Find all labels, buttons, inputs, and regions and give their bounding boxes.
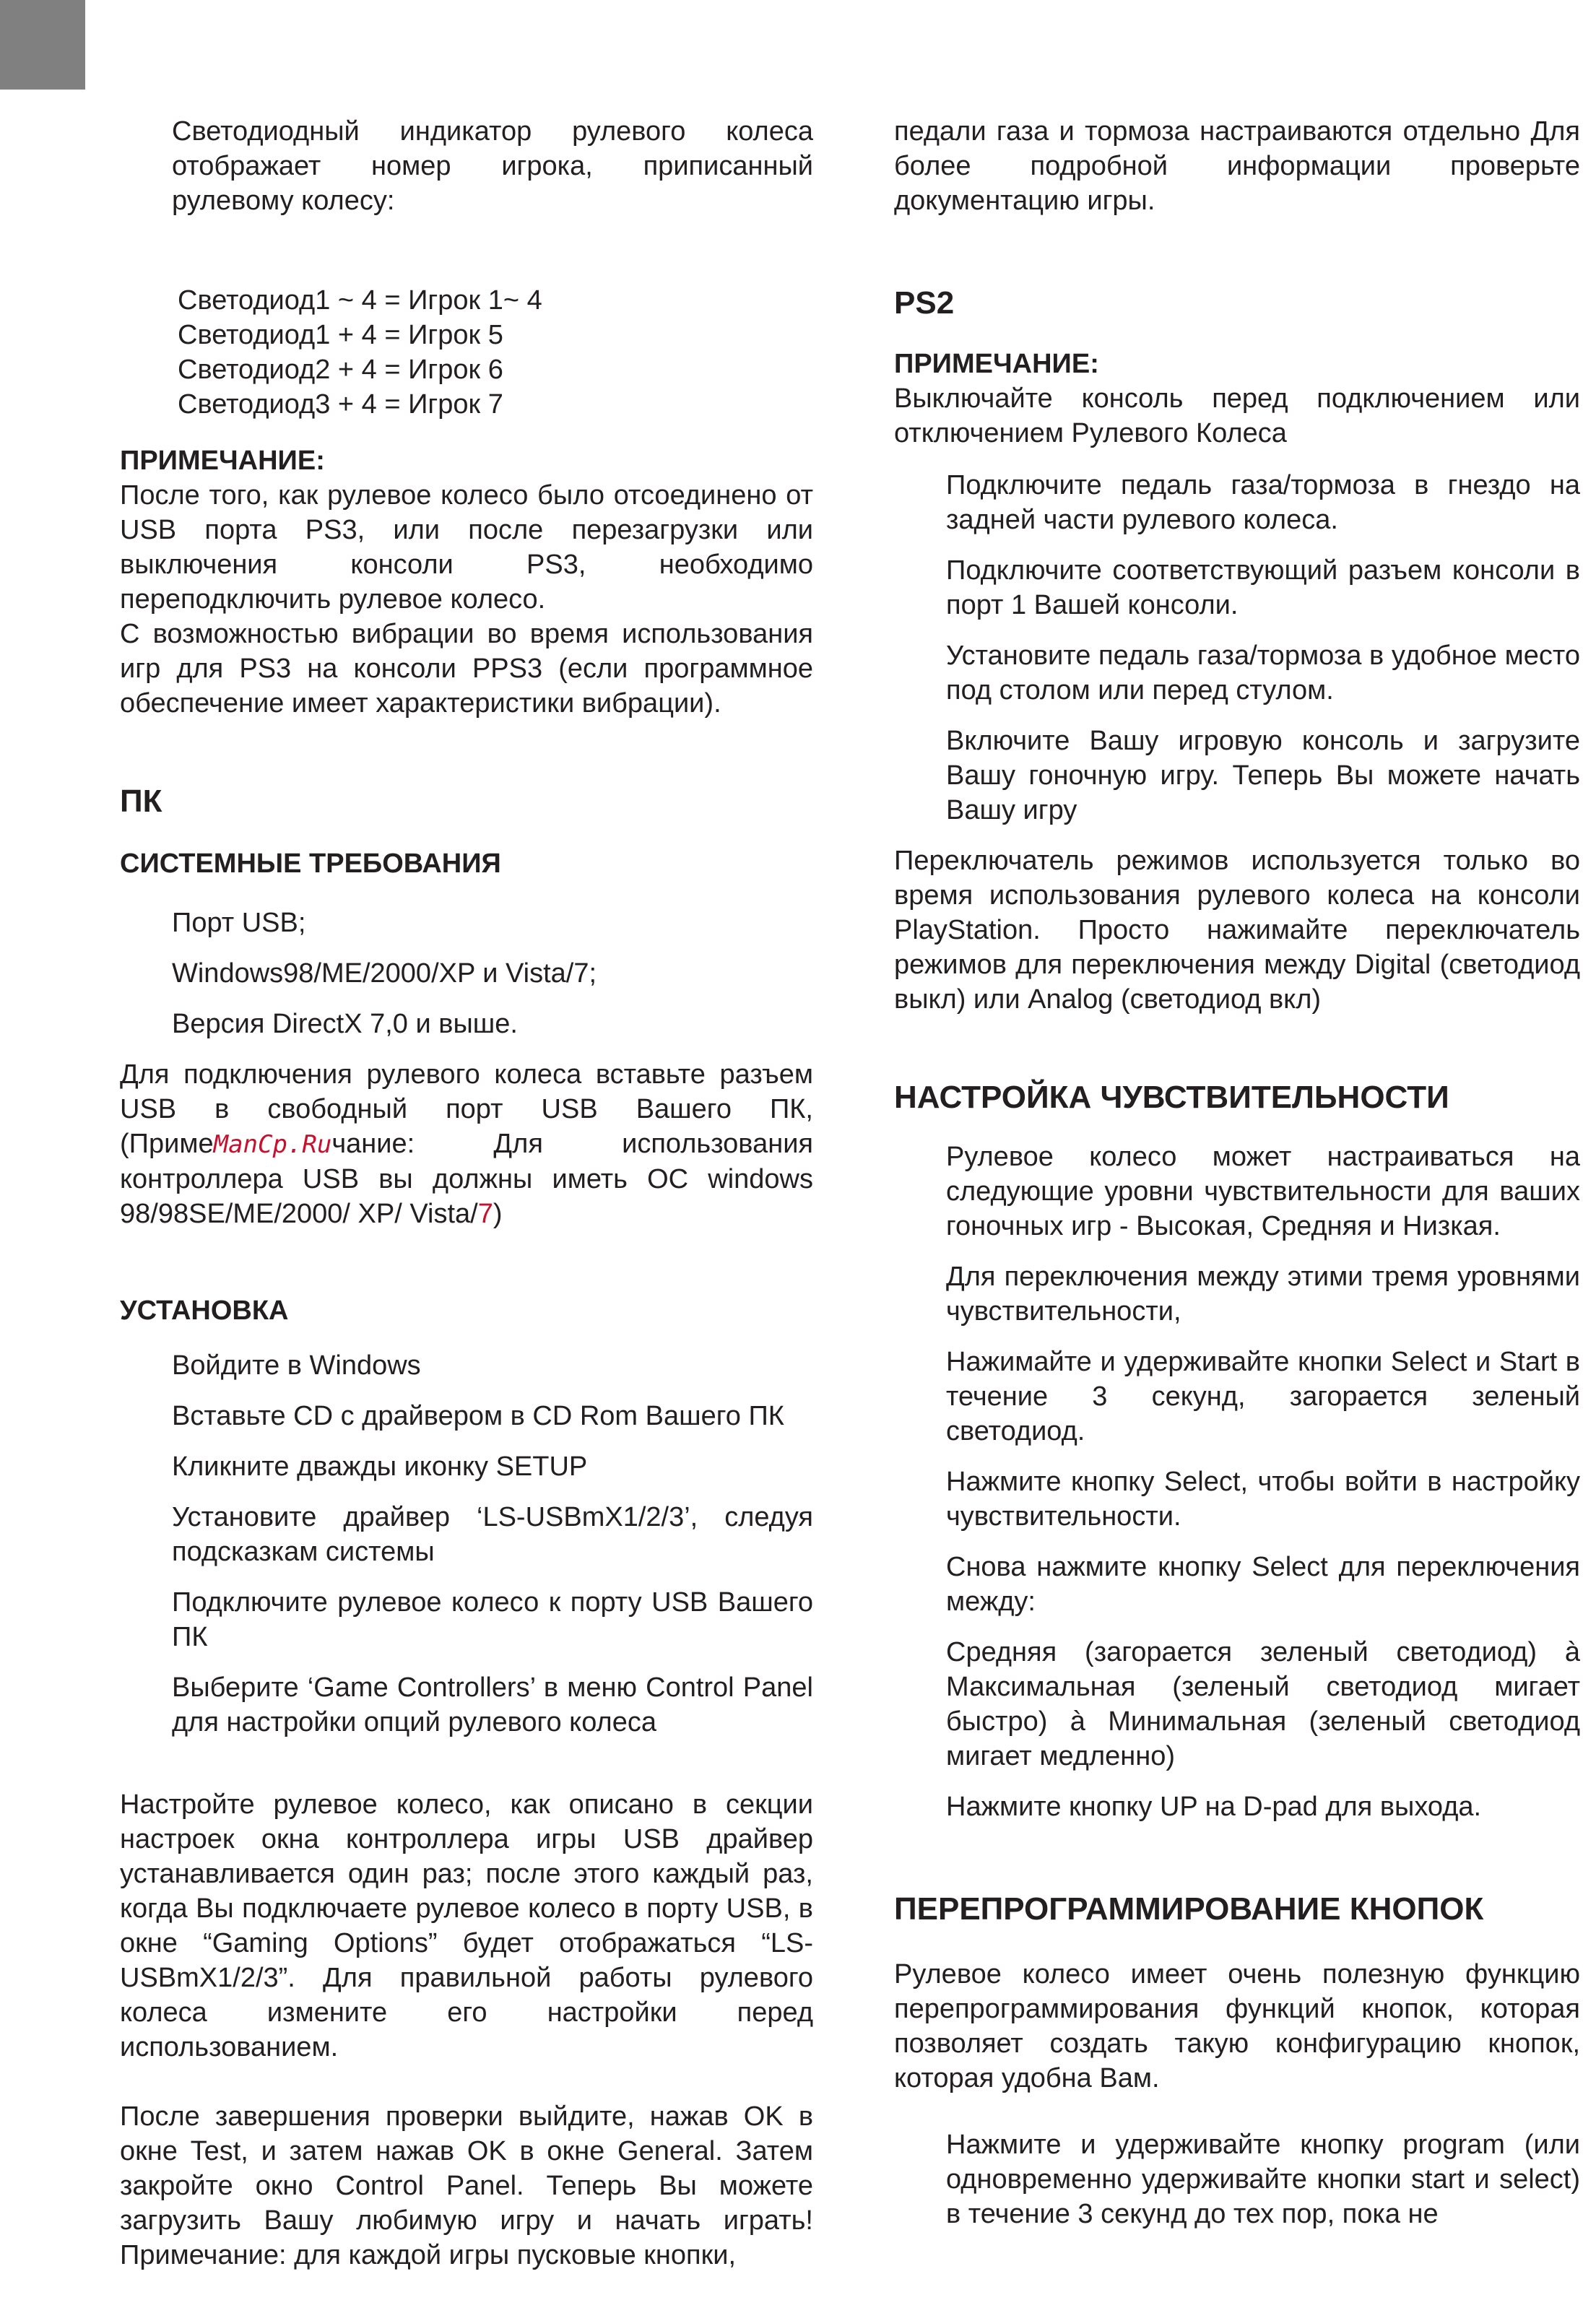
req-item: Windows98/ME/2000/XP и Vista/7; xyxy=(172,958,597,989)
install-step: Кликните дважды иконку SETUP xyxy=(172,1451,588,1482)
note-paragraph: Выключайте консоль перед подключением или отключением Рулевого Колеса xyxy=(894,383,1580,448)
install-step: Вставьте CD с драйвером в CD Rom Вашего ПК xyxy=(172,1401,784,1431)
sensitivity-step: Для переключения между этими тремя уровнями чувствительности, xyxy=(946,1262,1580,1327)
req-item: Версия DirectX 7,0 и выше. xyxy=(172,1009,518,1039)
install-step: Установите драйвер ‘LS-USBmX1/2/3’, следуя подсказкам системы xyxy=(172,1502,813,1567)
connect-text-red: 7 xyxy=(477,1199,493,1229)
led-list-item: Светодиод2 + 4 = Игрок 6 xyxy=(178,355,503,385)
sensitivity-heading: НАСТРОЙКА ЧУВСТВИТЕЛЬНОСТИ xyxy=(894,1080,1449,1115)
sensitivity-step: Нажмите кнопку UP на D-pad для выхода. xyxy=(946,1792,1482,1822)
setup-paragraph: Настройте рулевое колесо, как описано в секции настроек окна контроллера игры USB драйвер устанавливается один раз; после этого каждый раз, когда Вы подключаете рулевое колесо в порту USB, в окне “Gaming Options” будет отображаться “LS-USBmX1/2/3”. Для правильной работы рулевого колеса измените его настройки перед использованием. xyxy=(120,1789,813,2062)
watermark-logo: ManCp.Ru xyxy=(213,1130,332,1159)
reprogram-paragraph: Рулевое колесо имеет очень полезную функцию перепрограммирования функций кнопок, которая позволяет создать такую конфигурацию кнопок, которая удобна Вам. xyxy=(894,1959,1580,2093)
note-heading: ПРИМЕЧАНИЕ: xyxy=(894,349,1099,379)
led-list-item: Светодиод1 + 4 = Игрок 5 xyxy=(178,320,503,350)
ps2-step: Включите Вашу игровую консоль и загрузите Вашу гоночную игру. Теперь Вы можете начать Вашу игру xyxy=(946,726,1580,825)
led-list xyxy=(120,283,813,422)
install-heading: УСТАНОВКА xyxy=(120,1296,289,1326)
section-heading-ps2: PS2 xyxy=(894,285,955,321)
install-step: Выберите ‘Game Controllers’ в меню Control Panel для настройки опций рулевого колеса xyxy=(172,1672,813,1737)
reprogram-step: Нажмите и удерживайте кнопку program (или одновременно удерживайте кнопки start и select) в течение 3 секунд до тех пор, пока не xyxy=(946,2130,1580,2229)
note-paragraph: С возможностью вибрации во время использования игр для PS3 на консоли PPS3 (если программное обеспечение имеет характеристики вибрации). xyxy=(120,619,813,719)
note-heading: ПРИМЕЧАНИЕ: xyxy=(120,446,325,476)
sensitivity-step: Снова нажмите кнопку Select для переключения между: xyxy=(946,1552,1580,1617)
left-column xyxy=(120,114,813,2273)
note-paragraph: После того, как рулевое колесо было отсоединено от USB порта PS3, или после перезагрузки или выключения консоли PS3, необходимо переподключить рулевое колесо. xyxy=(120,480,813,615)
connect-text-b: чание: Для использования контроллера USB вы должны иметь ОС windows 98/98SE/ME/2000/ XP/ Vista/ xyxy=(120,1129,813,1229)
ps2-step: Установите педаль газа/тормоза в удобное место под столом или перед стулом. xyxy=(946,641,1580,706)
ps2-step: Подключите педаль газа/тормоза в гнездо на задней части рулевого колеса. xyxy=(946,470,1580,535)
install-step: Подключите рулевое колесо к порту USB Вашего ПК xyxy=(172,1587,813,1652)
corner-tab xyxy=(0,0,85,90)
connect-text-end: ) xyxy=(493,1199,503,1229)
reprogram-heading: ПЕРЕПРОГРАММИРОВАНИЕ КНОПОК xyxy=(894,1891,1484,1927)
sysreq-heading: СИСТЕМНЫЕ ТРЕБОВАНИЯ xyxy=(120,849,501,879)
right-column xyxy=(894,114,1580,2231)
install-step: Войдите в Windows xyxy=(172,1350,421,1381)
led-list-item: Светодиод3 + 4 = Игрок 7 xyxy=(178,389,503,420)
sensitivity-step: Нажмите кнопку Select, чтобы войти в настройку чувствительности. xyxy=(946,1467,1580,1532)
ps2-step: Подключите соответствующий разъем консоли в порт 1 Вашей консоли. xyxy=(946,555,1580,620)
req-item: Порт USB; xyxy=(172,908,306,938)
led-list-item: Светодиод1 ~ 4 = Игрок 1~ 4 xyxy=(178,285,542,316)
continued-paragraph: педали газа и тормоза настраиваются отдельно Для более подробной информации проверьте документацию игры. xyxy=(894,116,1580,216)
sensitivity-step: Средняя (загорается зеленый светодиод) à Максимальная (зеленый светодиод мигает быстро) à Минимальная (зеленый светодиод мигает медленно) xyxy=(946,1637,1580,1771)
sensitivity-step: Нажимайте и удерживайте кнопки Select и Start в течение 3 секунд, загорается зеленый светодиод. xyxy=(946,1347,1580,1446)
section-heading-pc: ПК xyxy=(120,784,162,819)
connect-paragraph xyxy=(120,1057,813,1231)
finish-paragraph: После завершения проверки выйдите, нажав OK в окне Test, и затем нажав OK в окне General. Затем закройте окно Control Panel. Теперь Вы можете загрузить Вашу любимую игру и начать играть! Примечание: для каждой игры пусковые кнопки, xyxy=(120,2101,813,2270)
mode-paragraph: Переключатель режимов используется только во время использования рулевого колеса на консоли PlayStation. Просто нажимайте переключатель режимов для переключения между Digital (светодиод выкл) или Analog (светодиод вкл) xyxy=(894,846,1580,1015)
led-intro: Светодиодный индикатор рулевого колеса отображает номер игрока, приписанный рулевому колесу: xyxy=(172,116,813,216)
connect-text-a: Для подключения рулевого колеса вставьте разъем USB в свободный порт USB Вашего ПК, (Приме xyxy=(120,1059,813,1159)
sensitivity-step: Рулевое колесо может настраиваться на следующие уровни чувствительности для ваших гоночных игр - Высокая, Средняя и Низкая. xyxy=(946,1142,1580,1241)
